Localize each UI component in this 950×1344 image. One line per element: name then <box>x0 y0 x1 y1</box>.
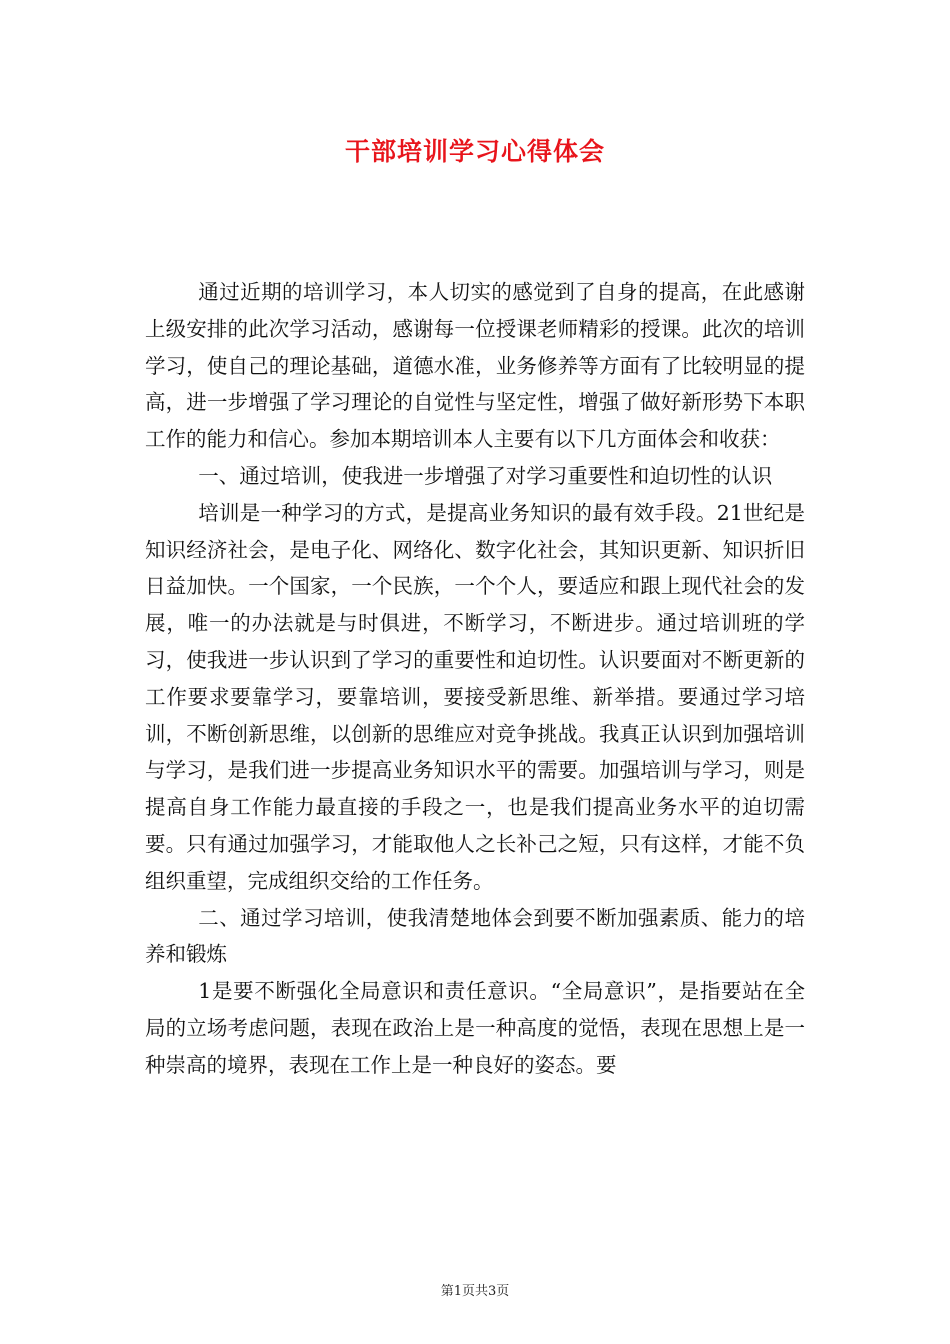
section-heading-2: 二、通过学习培训，使我清楚地体会到要不断加强素质、能力的培养和锻炼 <box>145 905 805 967</box>
paragraph-intro: 通过近期的培训学习，本人切实的感觉到了自身的提高，在此感谢上级安排的此次学习活动，感谢每一位授课老师精彩的授课。此次的培训学习，使自己的理论基础，道德水准，业务修养等方面有了比较明显的提高，进一步增强了学习理论的自觉性与坚定性，增强了做好新形势下本职工作的能力和信心。参加本期培训本人主要有以下几方面体会和收获： <box>145 280 805 452</box>
paragraph-point-1: 1是要不断强化全局意识和责任意识。“全局意识”，是指要站在全局的立场考虑问题，表现在政治上是一种高度的觉悟，表现在思想上是一种崇高的境界，表现在工作上是一种良好的姿态。要 <box>145 979 805 1077</box>
document-body <box>145 274 805 1084</box>
paragraph-section-1: 培训是一种学习的方式，是提高业务知识的最有效手段。21世纪是知识经济社会，是电子化、网络化、数字化社会，其知识更新、知识折旧日益加快。一个国家，一个民族，一个个人，要适应和跟上现代社会的发展，唯一的办法就是与时俱进，不断学习，不断进步。通过培训班的学习，使我进一步认识到了学习的重要性和迫切性。认识要面对不断更新的工作要求要靠学习，要靠培训，要接受新思维、新举措。要通过学习培训，不断创新思维，以创新的思维应对竞争挑战。我真正认识到加强培训与学习，是我们进一步提高业务知识水平的需要。加强培训与学习，则是提高自身工作能力最直接的手段之一，也是我们提高业务水平的迫切需要。只有通过加强学习，才能取他人之长补己之短，只有这样，才能不负组织重望，完成组织交给的工作任务。 <box>145 500 805 893</box>
section-heading-1: 一、通过培训，使我进一步增强了对学习重要性和迫切性的认识 <box>198 463 773 488</box>
document-title: 干部培训学习心得体会 <box>344 137 605 166</box>
page-number-footer: 第1页共3页 <box>440 1284 510 1299</box>
